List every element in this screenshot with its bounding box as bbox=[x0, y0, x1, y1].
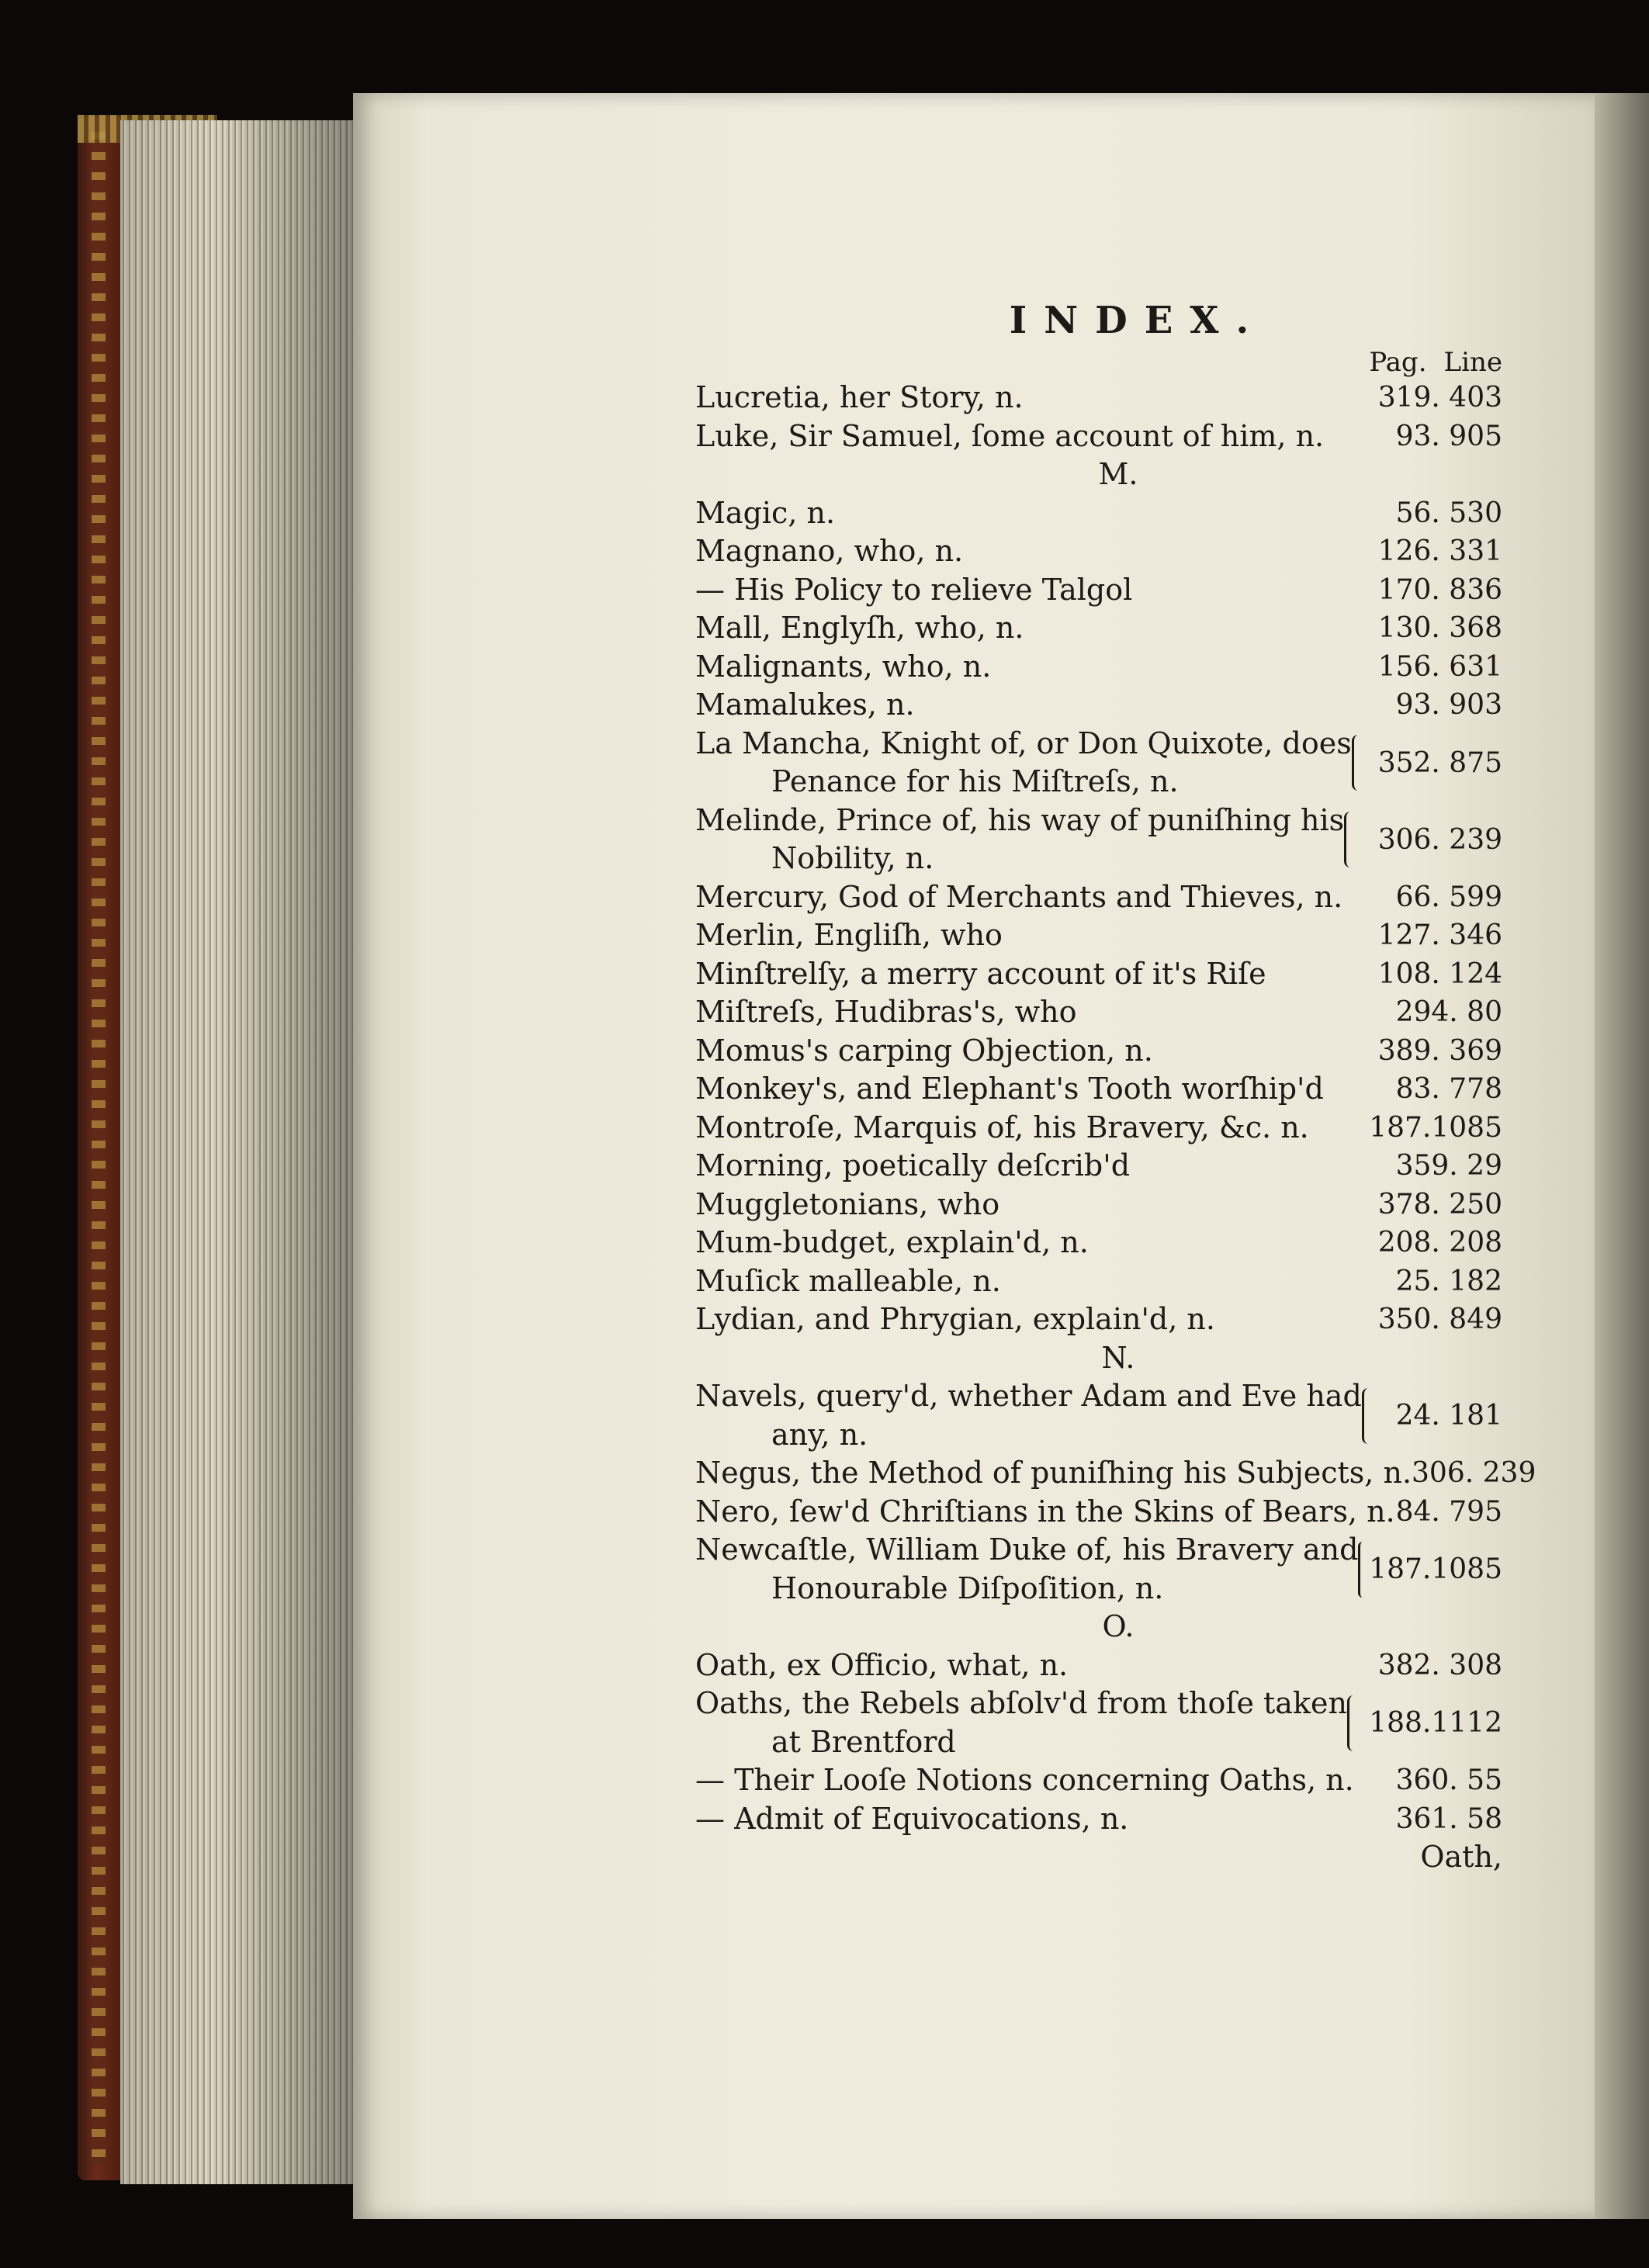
page-line-reference: 389. 369 bbox=[1377, 1034, 1502, 1067]
entry-text: Muggletonians, who bbox=[695, 1186, 1000, 1221]
entry-text: — Admit of Equivocations, n. bbox=[695, 1801, 1129, 1836]
section-heading bbox=[695, 455, 1510, 494]
brace-mark bbox=[1358, 1542, 1363, 1598]
index-entry bbox=[695, 609, 1510, 648]
page-line-reference: 56. 530 bbox=[1395, 497, 1502, 529]
index-entry bbox=[695, 878, 1510, 917]
entry-text: — Their Looſe Notions concerning Oaths, n. bbox=[695, 1763, 1354, 1797]
section-heading bbox=[695, 1339, 1510, 1378]
entry-text: Mall, Englyſh, who, n. bbox=[695, 611, 1024, 645]
index-entry bbox=[695, 1761, 1510, 1800]
entry-text: Oath, ex Officio, what, n. bbox=[695, 1647, 1069, 1682]
section-heading bbox=[695, 1608, 1510, 1646]
page-line-reference: 66. 599 bbox=[1395, 881, 1502, 913]
page-line-reference: 126. 331 bbox=[1377, 535, 1502, 567]
page-line-reference: 108. 124 bbox=[1377, 957, 1502, 990]
page-line-reference: 361. 58 bbox=[1395, 1802, 1502, 1835]
entry-text: Mercury, God of Merchants and Thieves, n. bbox=[695, 879, 1343, 914]
entry-text-line: Navels, query'd, whether Adam and Eve had bbox=[695, 1379, 1362, 1413]
page-line-reference: 188.1112 bbox=[1369, 1707, 1502, 1739]
index-entry bbox=[695, 1032, 1510, 1071]
entry-text: Lucretia, her Story, n. bbox=[695, 380, 1024, 414]
index-entry-multiline bbox=[695, 1377, 1510, 1454]
index-entry bbox=[695, 1800, 1510, 1839]
index-entry bbox=[695, 1109, 1510, 1148]
entry-text-line: Melinde, Prince of, his way of puniſhing his bbox=[695, 802, 1345, 837]
index-entry bbox=[695, 1300, 1510, 1339]
entry-text: Miſtreſs, Hudibras's, who bbox=[695, 995, 1077, 1029]
brace-mark bbox=[1362, 1388, 1373, 1444]
index-entry bbox=[695, 1147, 1510, 1186]
index-entry bbox=[695, 532, 1510, 571]
index-entry bbox=[695, 1262, 1510, 1301]
index-entry-multiline bbox=[695, 802, 1510, 878]
index-entry bbox=[695, 1493, 1510, 1532]
index-entry bbox=[695, 1454, 1536, 1493]
entry-text-continuation: at Brentford bbox=[771, 1724, 956, 1759]
page-line-reference: 350. 849 bbox=[1377, 1304, 1502, 1335]
page-line-reference: 25. 182 bbox=[1395, 1265, 1502, 1297]
entry-text: Magnano, who, n. bbox=[695, 534, 964, 568]
entry-text: Monkey's, and Elephant's Tooth worſhip'd bbox=[695, 1072, 1324, 1106]
index-entry bbox=[695, 1224, 1510, 1262]
entry-text-line: Oaths, the Rebels abſolv'd from thoſe taken bbox=[695, 1686, 1347, 1720]
page-line-reference: 378. 250 bbox=[1377, 1188, 1502, 1221]
page-line-reference: 187.1085 bbox=[1369, 1111, 1502, 1144]
entry-text: Mamalukes, n. bbox=[695, 687, 915, 722]
page-line-reference: 156. 631 bbox=[1377, 650, 1502, 683]
index-entry-multiline bbox=[695, 725, 1510, 802]
page-line-reference: 352. 875 bbox=[1377, 746, 1502, 779]
page-block-edges bbox=[120, 120, 353, 2184]
entry-text-line: La Mancha, Knight of, or Don Quixote, does bbox=[695, 725, 1352, 760]
entry-text: Negus, the Method of puniſhing his Subjects, n. bbox=[695, 1456, 1412, 1490]
page-line-reference: 84. 795 bbox=[1395, 1495, 1502, 1528]
column-heading-page: Pag. bbox=[1369, 347, 1427, 378]
entry-text: Morning, poetically deſcrib'd bbox=[695, 1148, 1131, 1182]
page-line-reference: 127. 346 bbox=[1377, 919, 1502, 951]
page-line-reference: 360. 55 bbox=[1395, 1764, 1502, 1796]
index-entry bbox=[695, 1186, 1510, 1224]
page-line-reference: 170. 836 bbox=[1377, 573, 1502, 606]
page-title: INDEX. bbox=[1009, 299, 1266, 342]
index-entry bbox=[695, 571, 1510, 610]
entry-text-line: Newcaſtle, William Duke of, his Bravery and bbox=[695, 1532, 1359, 1567]
section-letter: O. bbox=[1102, 1609, 1135, 1643]
page-line-reference: 93. 905 bbox=[1395, 420, 1502, 452]
entry-text: Nero, ſew'd Chriſtians in the Skins of Bears, n. bbox=[695, 1494, 1395, 1529]
index-entry bbox=[695, 1070, 1510, 1109]
section-letter: N. bbox=[1101, 1340, 1135, 1375]
catchword: Oath, bbox=[1420, 1840, 1502, 1874]
entry-text: Malignants, who, n. bbox=[695, 649, 992, 684]
brace-mark bbox=[1352, 735, 1363, 791]
brace-mark bbox=[1344, 812, 1356, 867]
index-entry bbox=[695, 379, 1510, 417]
column-headings bbox=[695, 346, 1510, 379]
entry-text-continuation: Penance for his Miſtreſs, n. bbox=[771, 764, 1179, 798]
page-line-reference: 306. 239 bbox=[1377, 823, 1502, 856]
entry-text: Magic, n. bbox=[695, 495, 836, 530]
book-spine bbox=[78, 116, 124, 2180]
page-line-reference: 382. 308 bbox=[1377, 1649, 1502, 1681]
index-entry bbox=[695, 993, 1510, 1032]
entry-text-continuation: Honourable Diſpoſition, n. bbox=[771, 1570, 1164, 1605]
page-line-reference: 83. 778 bbox=[1395, 1073, 1502, 1105]
page-edge-shadow bbox=[1595, 93, 1649, 2219]
index-entry bbox=[695, 494, 1510, 533]
page-line-reference: 130. 368 bbox=[1377, 612, 1502, 644]
index-entry bbox=[695, 916, 1510, 955]
page-line-reference: 319. 403 bbox=[1377, 382, 1502, 414]
page-line-reference: 294. 80 bbox=[1395, 996, 1502, 1028]
page-line-reference: 187.1085 bbox=[1369, 1553, 1502, 1585]
entry-text: Merlin, Engliſh, who bbox=[695, 918, 1003, 952]
page-line-reference: 208. 208 bbox=[1377, 1227, 1502, 1259]
entry-text: Mum-budget, explain'd, n. bbox=[695, 1225, 1089, 1259]
entry-text: Lydian, and Phrygian, explain'd, n. bbox=[695, 1302, 1215, 1336]
index-entry-multiline bbox=[695, 1685, 1510, 1761]
index-entry bbox=[695, 648, 1510, 687]
index-entry bbox=[695, 686, 1510, 725]
entry-text: Montroſe, Marquis of, his Bravery, &c. n. bbox=[695, 1110, 1309, 1144]
entry-text-continuation: any, n. bbox=[771, 1417, 868, 1452]
entry-text: Momus's carping Objection, n. bbox=[695, 1033, 1153, 1068]
column-heading-line: Line bbox=[1443, 347, 1502, 378]
index-entry bbox=[695, 417, 1510, 456]
entry-text: — His Policy to relieve Talgol bbox=[695, 572, 1133, 607]
entry-text: Minſtrelſy, a merry account of it's Riſe bbox=[695, 956, 1266, 991]
entry-text: Luke, Sir Samuel, ſome account of him, n. bbox=[695, 418, 1325, 453]
page-line-reference: 24. 181 bbox=[1395, 1400, 1502, 1432]
page-line-reference: 306. 239 bbox=[1412, 1457, 1536, 1489]
entry-text-continuation: Nobility, n. bbox=[771, 841, 934, 875]
brace-mark bbox=[1347, 1695, 1359, 1751]
page-line-reference: 359. 29 bbox=[1395, 1150, 1502, 1182]
index-entry bbox=[695, 1646, 1510, 1685]
index-text-block bbox=[695, 295, 1536, 1877]
index-entry bbox=[695, 955, 1510, 994]
index-entry-multiline bbox=[695, 1531, 1510, 1608]
section-letter: M. bbox=[1098, 457, 1138, 491]
index-entries bbox=[695, 379, 1536, 1838]
page-line-reference: 93. 903 bbox=[1395, 689, 1502, 721]
entry-text: Muſick malleable, n. bbox=[695, 1263, 1001, 1298]
